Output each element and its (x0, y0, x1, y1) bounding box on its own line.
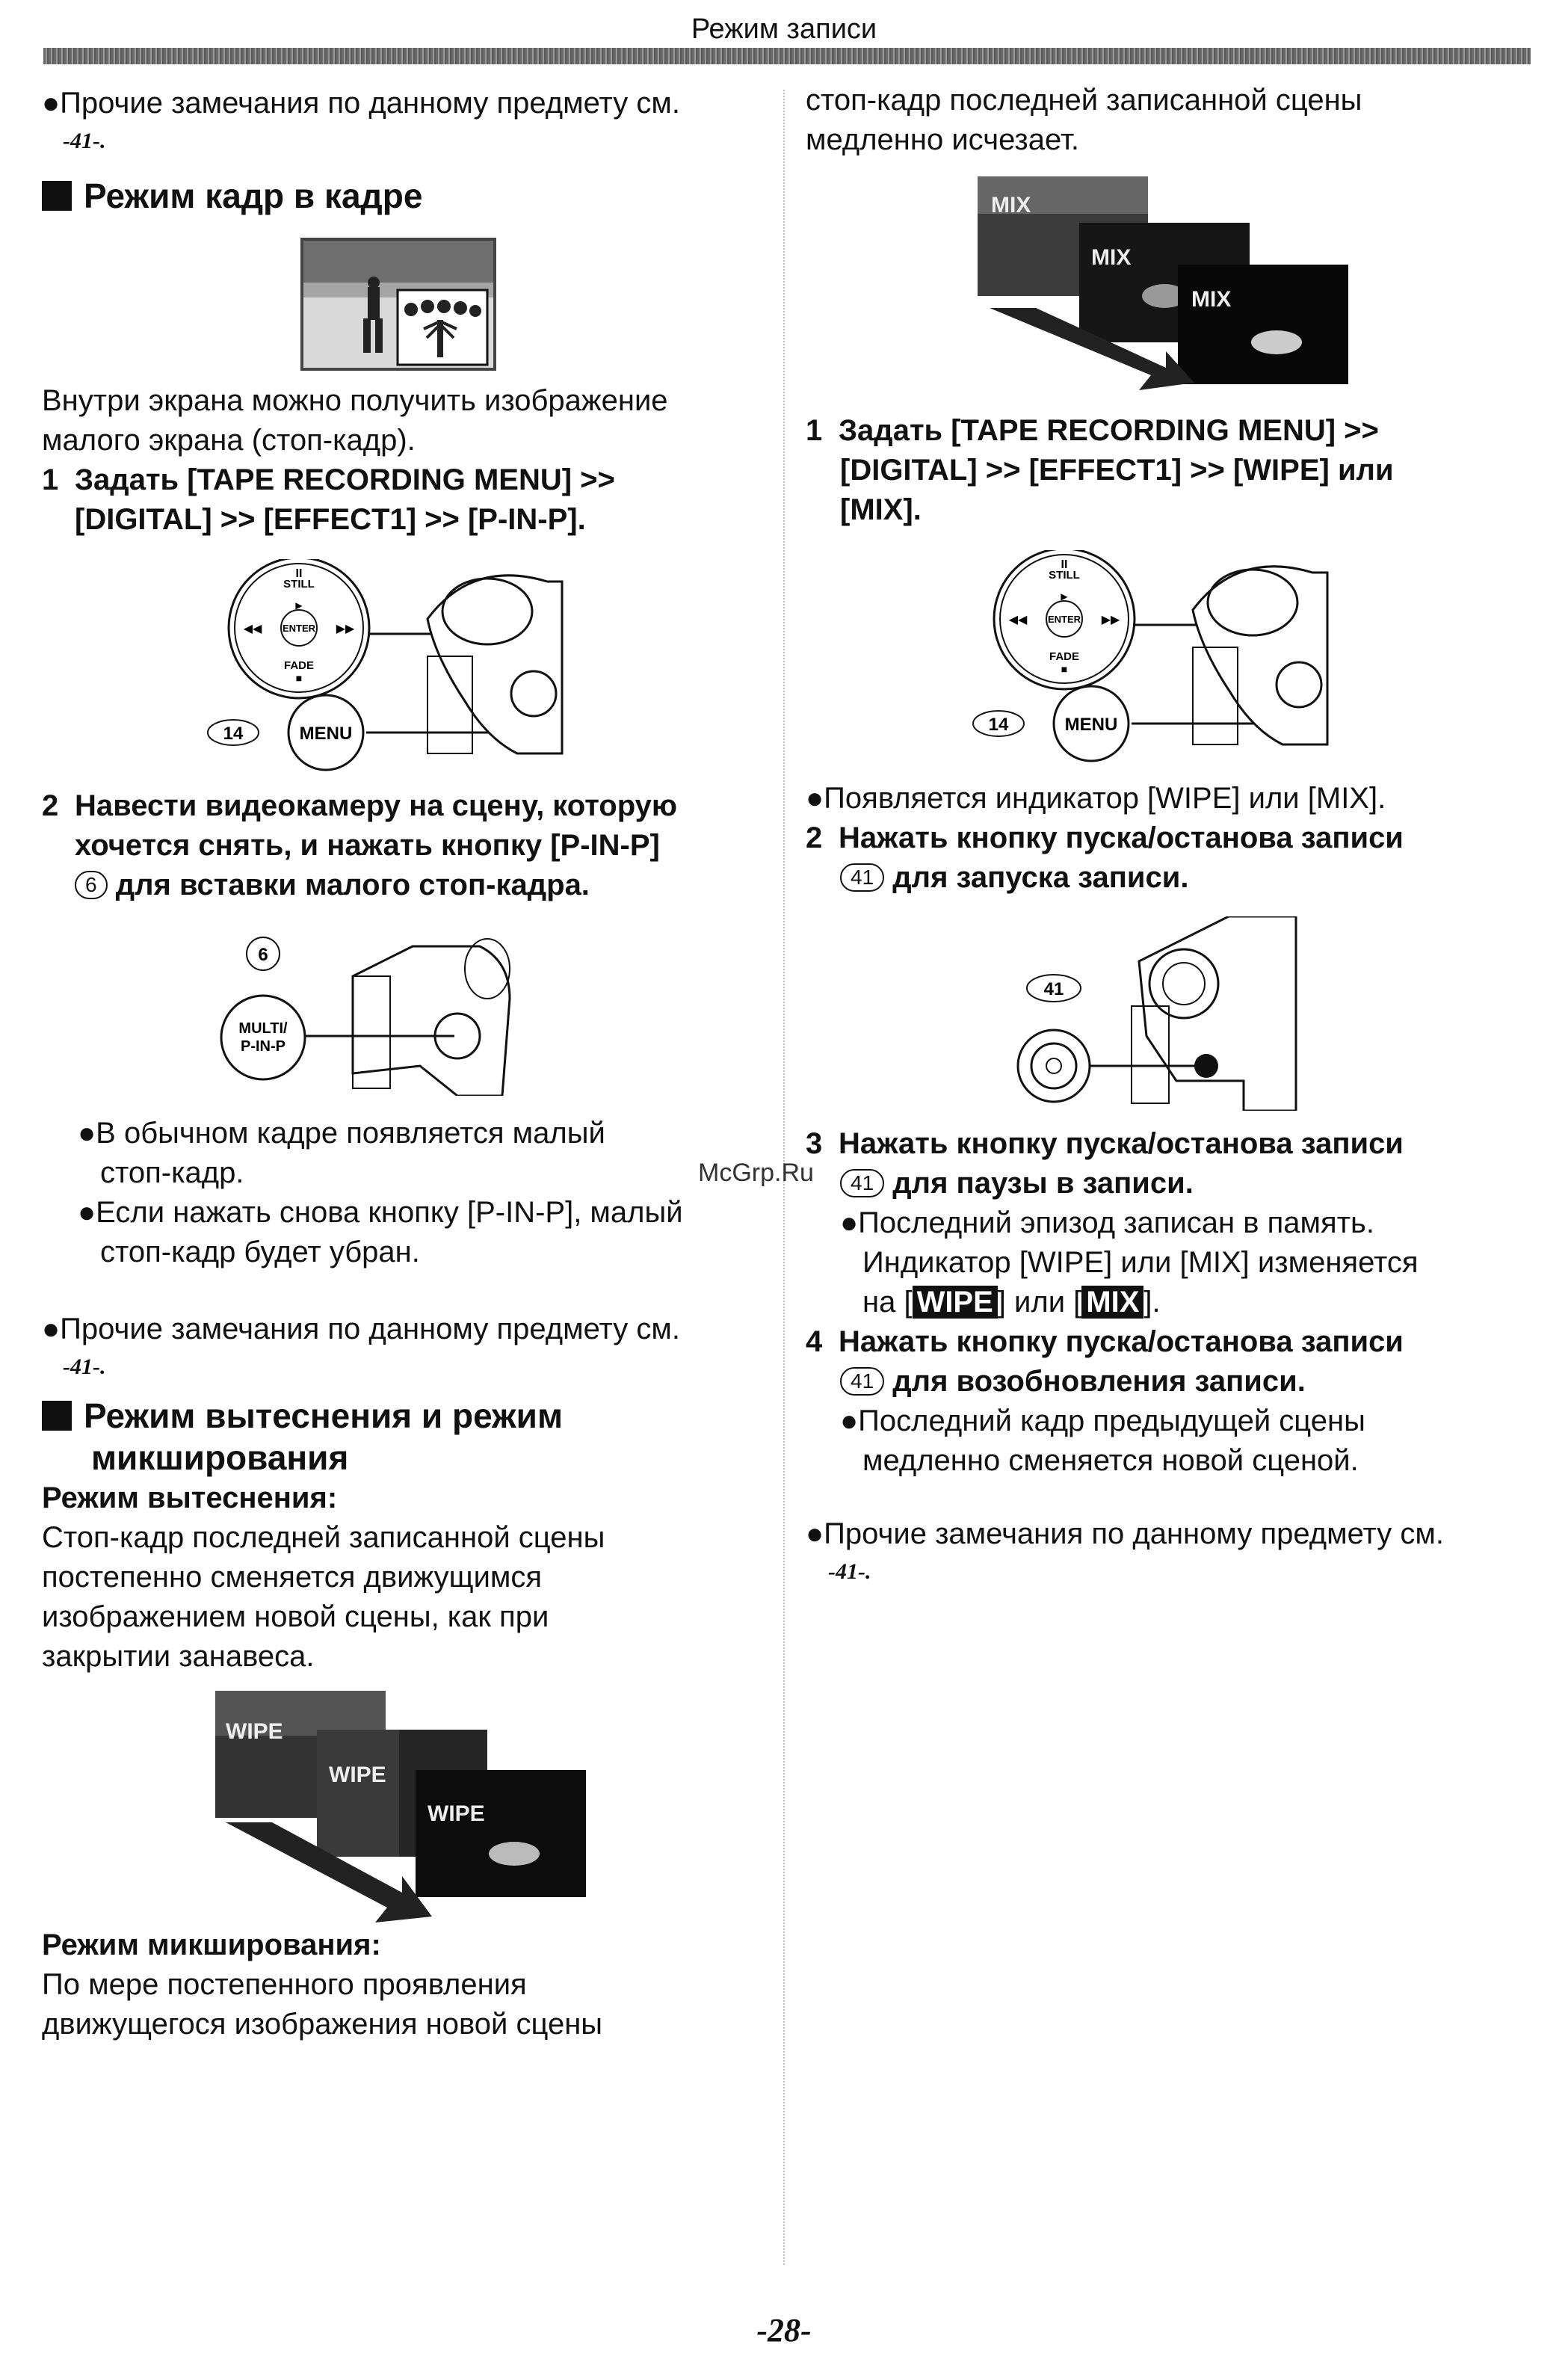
mix-label: MIX (1091, 245, 1132, 270)
pip-intro-line1: Внутри экрана можно получить изображение (42, 384, 668, 417)
rewind-icon: ◀◀ (1008, 614, 1028, 626)
mix-step4-bullet-line1: ●Последний кадр предыдущей сцены (840, 1405, 1365, 1437)
wipe-label: WIPE (226, 1719, 283, 1744)
mix-step1-line2: [DIGITAL] >> [EFFECT1] >> [WIPE] или (840, 454, 1394, 487)
page-number: -28- (756, 2312, 812, 2349)
ref-14-label: 14 (223, 724, 244, 744)
mix-step4-line2: 41 для возобновления записи. (840, 1362, 1306, 1402)
note-page-ref: -41-. (63, 1354, 106, 1379)
mix-text-line1: По мере постепенного проявления (42, 1968, 527, 2001)
section-heading-wipe-line2: микширования (91, 1438, 349, 1477)
mix-step1: 1 Задать [TAPE RECORDING MENU] >> (806, 414, 1379, 447)
enter-label: ENTER (1047, 614, 1081, 625)
mix-bullet-indicator: ●Появляется индикатор [WIPE] или [MIX]. (806, 782, 1386, 815)
mix-step1-line3: [MIX]. (840, 493, 922, 526)
rewind-icon: ◀◀ (243, 623, 262, 635)
note-text: ●Прочие замечания по данному предмету см. (806, 1517, 1444, 1550)
stop-icon: ■ (1061, 663, 1068, 675)
forward-icon: ▶▶ (1101, 614, 1120, 626)
menu-label: MENU (1064, 715, 1118, 735)
mix-frames-illustration (978, 176, 1351, 393)
mix-subheading: Режим микширования: (42, 1928, 381, 1961)
fade-label: FADE (283, 659, 315, 672)
menu-control-illustration (203, 559, 577, 776)
note-page-ref: -41-. (63, 129, 106, 153)
mix-step2: 2 Нажать кнопку пуска/останова записи (806, 821, 1404, 854)
section-heading-pip: Режим кадр в кадре (42, 175, 422, 217)
pinp-label: P-IN-P (241, 1038, 285, 1055)
wipe-indicator: WIPE (913, 1286, 998, 1319)
pip-step1-line2: [DIGITAL] >> [EFFECT1] >> [P-IN-P]. (75, 503, 586, 536)
stop-icon: ■ (295, 672, 303, 684)
mix-text-line2: движущегося изображения новой сцены (42, 2008, 603, 2041)
enter-label: ENTER (282, 623, 316, 634)
multi-label: MULTI/ (238, 1020, 288, 1037)
pause-icon: II (295, 567, 303, 580)
wipe-text-line1: Стоп-кадр последней записанной сцены (42, 1521, 605, 1554)
wipe-text-line4: закрытии занавеса. (42, 1640, 315, 1673)
mix-indicator: MIX (1081, 1286, 1143, 1319)
header-bar (43, 48, 1531, 64)
forward-icon: ▶▶ (336, 623, 355, 635)
ref-badge: 41 (840, 1169, 884, 1197)
ref-41-label: 41 (1043, 979, 1064, 999)
heading-square-icon (42, 1401, 72, 1431)
ref-badge: 41 (840, 863, 884, 892)
section-heading-wipe: Режим вытеснения и режим (42, 1395, 563, 1437)
mix-label: MIX (991, 193, 1031, 218)
pip-step1: 1 Задать [TAPE RECORDING MENU] >> (42, 463, 615, 496)
mix-cont-line2: медленно исчезает. (806, 123, 1079, 156)
ref-6-label: 6 (258, 945, 268, 965)
pip-intro-line2: малого экрана (стоп-кадр). (42, 424, 416, 457)
note-text: ●Прочие замечания по данному предмету см. (42, 87, 680, 120)
note-text: ●Прочие замечания по данному предмету см. (42, 1313, 680, 1345)
page-header-title: Режим записи (691, 13, 877, 45)
wipe-label: WIPE (428, 1801, 485, 1826)
pip-bullet2-line1: ●Если нажать снова кнопку [P-IN-P], малый (78, 1196, 683, 1229)
ref-badge: 6 (75, 871, 108, 899)
note-page-ref: -41-. (828, 1559, 871, 1584)
play-icon: ▶ (1061, 591, 1068, 602)
wipe-label: WIPE (329, 1763, 386, 1787)
wipe-subheading: Режим вытеснения: (42, 1481, 338, 1514)
mix-step3: 3 Нажать кнопку пуска/останова записи (806, 1127, 1404, 1160)
record-button-illustration (1012, 916, 1303, 1111)
wipe-frames-illustration (215, 1691, 589, 1930)
mix-step3-bullet-line1: ●Последний эпизод записан в память. (840, 1206, 1374, 1239)
pinp-button-illustration (218, 931, 514, 1096)
still-label: STILL (283, 578, 315, 591)
fade-label: FADE (1049, 650, 1080, 663)
wipe-text-line2: постепенно сменяется движущимся (42, 1561, 543, 1594)
menu-label: MENU (299, 724, 353, 744)
pip-bullet2-line2: стоп-кадр будет убран. (100, 1236, 420, 1268)
pip-bullet1-line2: стоп-кадр. (100, 1156, 244, 1189)
ref-14-label: 14 (988, 715, 1009, 735)
pip-illustration (300, 238, 496, 371)
mix-step3-bullet-line2: Индикатор [WIPE] или [MIX] изменяется (862, 1246, 1419, 1279)
watermark: McGrp.Ru (698, 1159, 814, 1187)
wipe-text-line3: изображением новой сцены, как при (42, 1600, 549, 1633)
menu-control-illustration (969, 550, 1342, 767)
mix-step2-line2: 41 для запуска записи. (840, 858, 1188, 898)
mix-step4: 4 Нажать кнопку пуска/останова записи (806, 1325, 1404, 1358)
pip-bullet1-line1: ●В обычном кадре появляется малый (78, 1117, 605, 1150)
mix-label: MIX (1191, 287, 1232, 312)
pip-step2-line3: 6 для вставки малого стоп-кадра. (75, 866, 590, 905)
pip-step2-line2: хочется снять, и нажать кнопку [P-IN-P] (75, 829, 660, 862)
play-icon: ▶ (295, 600, 303, 611)
still-label: STILL (1049, 569, 1080, 582)
pip-step2: 2 Навести видеокамеру на сцену, которую (42, 789, 678, 822)
pause-icon: II (1061, 558, 1068, 571)
ref-badge: 41 (840, 1367, 884, 1396)
heading-square-icon (42, 181, 72, 211)
mix-cont-line1: стоп-кадр последней записанной сцены (806, 84, 1362, 117)
mix-step3-bullet-line3: на [ WIPE ] или [ MIX ]. (862, 1286, 1161, 1319)
mix-step3-line2: 41 для паузы в записи. (840, 1164, 1194, 1203)
mix-step4-bullet-line2: медленно сменяется новой сценой. (862, 1444, 1359, 1477)
